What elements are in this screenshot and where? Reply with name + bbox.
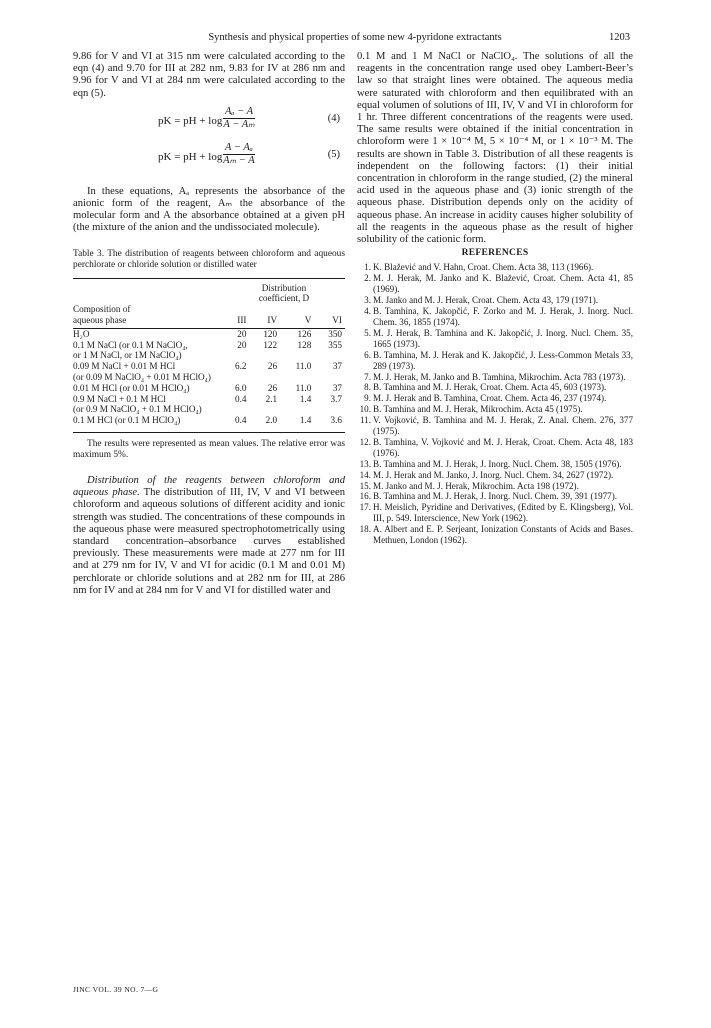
references-list <box>357 262 633 546</box>
composition-cell <box>73 394 223 416</box>
column-header: VI <box>314 304 345 328</box>
composition-cell <box>73 383 223 394</box>
composition-cell <box>73 361 223 383</box>
reference-number: 9. <box>364 393 371 404</box>
reference-text: M. Janko and M. J. Herak, Mikrochim. Acta 198 (1972). <box>373 480 579 491</box>
reference-number: 2. <box>364 273 371 284</box>
composition-header-line1: Composition of <box>73 304 131 315</box>
value-cell: 3.6 <box>330 415 342 426</box>
value-cell: 355 <box>328 339 342 350</box>
reference-text: M. Janko and M. J. Herak, Croat. Chem. Acta 43, 179 (1971). <box>373 295 599 306</box>
reference-number: 4. <box>364 306 371 317</box>
equation-lhs: pK = pH + log <box>158 114 223 127</box>
reference-text: K. Blažević and V. Hahn, Croat. Chem. Acta 38, 113 (1966). <box>373 262 594 273</box>
equation-denominator: Aₘ − A <box>223 154 255 166</box>
composition-line: (or 0.9 M NaClO₄ + 0.1 M HClO₄) <box>73 404 202 415</box>
table-row <box>73 328 345 339</box>
equation-lhs: pK = pH + log <box>158 150 223 163</box>
reference-number: 18. <box>359 524 371 535</box>
reference-item <box>357 415 633 437</box>
value-cell: 122 <box>263 339 278 350</box>
reference-text: M. J. Herak, B. Tamhina and K. Jakopčić, J. Inorg. Nucl. Chem. 35, 1665 (1973). <box>373 327 633 349</box>
value-cell: 3.7 <box>330 393 342 404</box>
reference-item <box>357 273 633 295</box>
reference-item <box>357 295 633 306</box>
value-cell: 6.0 <box>234 382 247 393</box>
composition-line: 0.09 M NaCl + 0.01 M HCl <box>73 361 176 372</box>
reference-item <box>357 372 633 383</box>
value-cell: 37 <box>332 361 342 372</box>
reference-text: H. Meislich, Pyridine and Derivatives, (Edited by E. Klingsberg), Vol. III, p. 549. Interscience, New York (1962). <box>373 502 633 524</box>
reference-number: 10. <box>359 404 371 415</box>
composition-header-line2: aqueous phase <box>73 315 127 326</box>
value-cell: 11.0 <box>295 382 312 393</box>
reference-item <box>357 262 633 273</box>
reference-number: 5. <box>364 327 371 338</box>
reference-item <box>357 328 633 350</box>
equation-number: (5) <box>327 148 340 160</box>
reference-number: 14. <box>359 469 371 480</box>
reference-text: B. Tamhina, K. Jakopčić, F. Zorko and M. J. Herak, J. Inorg. Nucl. Chem. 36, 1855 (1974). <box>373 306 633 327</box>
composition-line: or 1 M NaCl, or 1M NaClO₄) <box>73 350 182 361</box>
value-cell: 2.0 <box>265 415 278 426</box>
reference-number: 6. <box>364 349 371 360</box>
reference-text: M. J. Herak and B. Tamhina, Croat. Chem. Acta 46, 237 (1974). <box>373 393 607 404</box>
reference-item <box>357 470 633 481</box>
reference-text: B. Tamhina and M. J. Herak, Croat. Chem. Acta 45, 603 (1973). <box>373 382 607 393</box>
value-cell: 120 <box>263 328 278 339</box>
value-cell: 1.4 <box>299 415 312 426</box>
explanation-paragraph: In these equations, Aₐ represents the absorbance of the anionic form of the reagent, Aₘ the absorbance of the molecular form and A the absorbance obtained at a given pH (the mixture of the anion and the undissociated molecule). <box>73 185 345 234</box>
reference-text: M. J. Herak and M. Janko, J. Inorg. Nucl. Chem. 34, 2627 (1972). <box>373 469 614 480</box>
composition-line: 0.01 M HCl (or 0.01 M HClO₄) <box>73 382 190 393</box>
distribution-header <box>223 283 345 305</box>
intro-paragraph: 9.86 for V and VI at 315 nm were calculated according to the eqn (4) and 9.70 for III at 282 nm, 9.83 for IV at 286 nm and 9.96 for V and VI at 284 nm were calculated according to the eqn (5). <box>73 51 345 99</box>
right-column <box>357 51 633 546</box>
reference-text: B. Tamhina and M. J. Herak, J. Inorg. Nucl. Chem. 38, 1505 (1976). <box>373 458 622 469</box>
reference-item <box>357 382 633 393</box>
value-cell: 11.0 <box>295 361 312 372</box>
reference-number: 12. <box>359 436 371 447</box>
composition-line: 0.1 M HCl (or 0.1 M HClO₄) <box>73 415 181 426</box>
table-row <box>73 340 345 362</box>
value-cell: 0.4 <box>234 415 247 426</box>
reference-item <box>357 491 633 502</box>
reference-text: V. Vojković, B. Tamhina and M. J. Herak, Z. Anal. Chem. 276, 377 (1975). <box>373 415 633 437</box>
composition-line: (or 0.09 M NaClO₄ + 0.01 M HClO₄) <box>73 372 211 382</box>
value-cell: 128 <box>297 339 312 350</box>
table-row <box>73 361 345 383</box>
reference-number: 17. <box>359 502 371 513</box>
left-column <box>73 51 345 597</box>
journal-footer: JINC VOL. 39 NO. 7—G <box>73 985 159 994</box>
reference-item <box>357 481 633 492</box>
section-heading: Distribution of the reagents between chloroform and aqueous phase. <box>73 474 345 499</box>
reference-number: 16. <box>359 491 371 502</box>
value-cell: 2.1 <box>265 393 278 404</box>
value-cell: 6.2 <box>234 361 247 372</box>
reference-item <box>357 350 633 372</box>
column-header: IV <box>249 304 280 328</box>
reference-number: 15. <box>359 480 371 491</box>
equation-4 <box>73 106 345 136</box>
reference-text: A. Albert and E. P. Serjeant, Ionization Constants of Acids and Bases. Methuen, London (1962). <box>373 524 633 546</box>
continued-paragraph: 0.1 M and 1 M NaCl or NaClO₄. The solutions of all the reagents in the concentration range used obey Lambert-Beer’s law so that straight lines were obtained. The aqueous media were saturated with chloroform and then equilibrated with an equal volumen of solutions of III, IV, V and VI in chloroform for 1 hr. Three different concentrations of the reagents were used. The same results were obtained if the initial concentration in chloroform were 1 × 10⁻⁴ M, 5 × 10⁻⁴ M, or 1 × 10⁻³ M. The results are shown in Table 3. Distribution of all these reagents is independent on the following factors: (1) their initial concentration in chloroform in the range studied, (2) the mineral acid used in the aqueous phase and (3) ionic strength of the aqueous phase. Distribution depends only on the acidity of aqueous phase. An increase in acidity causes higher solubility of all the reagents in the aqueous phase as the result of higher solubility of the cationic form. <box>357 51 633 246</box>
equation-5 <box>73 142 345 172</box>
value-cell: 1.4 <box>299 393 312 404</box>
reference-number: 7. <box>364 371 371 382</box>
column-header: III <box>223 304 249 328</box>
table-footnote: The results were represented as mean values. The relative error was maximum 5%. <box>73 438 345 460</box>
composition-line: 0.1 M NaCl (or 0.1 M NaClO₄, <box>73 339 188 350</box>
reference-text: M. J. Herak, M. Janko and K. Blažević, Croat. Chem. Acta 41, 85 (1969). <box>373 273 633 295</box>
table-row <box>73 394 345 416</box>
value-cell: 26 <box>267 361 278 372</box>
value-cell: 0.4 <box>234 393 247 404</box>
running-title: Synthesis and physical properties of some new 4-pyridone extractants <box>208 32 502 43</box>
equation-denominator: A − Aₘ <box>223 118 255 130</box>
column-header: V <box>280 304 314 328</box>
reference-text: B. Tamhina, V. Vojković and M. J. Herak, Croat. Chem. Acta 48, 183 (1976). <box>373 436 633 458</box>
distribution-table <box>73 278 345 433</box>
composition-cell <box>73 415 223 426</box>
equation-numerator: A − Aₐ <box>225 141 253 153</box>
composition-header <box>73 304 223 328</box>
distribution-section <box>73 475 345 597</box>
reference-text: M. J. Herak, M. Janko and B. Tamhina, Mikrochim. Acta 783 (1973). <box>373 371 626 382</box>
table-row <box>73 415 345 426</box>
equation-fraction <box>223 106 255 131</box>
reference-text: B. Tamhina, M. J. Herak and K. Jakopčić, J. Less-Common Metals 33, 289 (1973). <box>373 349 633 371</box>
table-caption: Table 3. The distribution of reagents between chloroform and aqueous perchlorate or chloride solution or distilled water <box>73 248 345 270</box>
reference-item <box>357 502 633 524</box>
table-column-header-row <box>73 304 345 328</box>
reference-item <box>357 306 633 328</box>
page-number: 1203 <box>609 32 630 43</box>
reference-number: 1. <box>364 262 371 273</box>
value-cell: 20 <box>237 339 247 350</box>
equation-fraction <box>223 142 255 167</box>
reference-item <box>357 404 633 415</box>
reference-item <box>357 393 633 404</box>
table-row <box>73 383 345 394</box>
reference-item <box>357 524 633 546</box>
value-cell: 37 <box>332 382 342 393</box>
distribution-paragraph: The distribution of III, IV, V and VI between chloroform and aqueous solutions of different acidity and ionic strength was studied. The concentrations of these compounds in the aqueous phase were measured spectrophotometrically using standard concentration–absorbance curves established previously. These measurements were made at 277 nm for III and at 279 nm for IV, V and VI for acidic (0.1 M and 0.01 M) perchlorate or chloride solutions and at 282 nm for III, at 286 nm for IV and at 284 nm for V and VI for distilled water and <box>73 487 345 596</box>
equation-number: (4) <box>327 112 340 124</box>
reference-text: B. Tamhina and M. J. Herak, Mikrochim. Acta 45 (1975). <box>373 404 583 415</box>
reference-number: 8. <box>364 382 371 393</box>
value-cell: 350 <box>328 328 342 339</box>
reference-number: 11. <box>359 415 371 426</box>
value-cell: 126 <box>297 328 312 339</box>
reference-item <box>357 437 633 459</box>
distribution-header-line2: coefficient, D <box>258 293 310 304</box>
composition-cell <box>73 340 223 362</box>
value-cell: 20 <box>237 328 247 339</box>
reference-text: B. Tamhina and M. J. Herak, J. Inorg. Nucl. Chem. 39, 391 (1977). <box>373 491 618 502</box>
equation-numerator: Aₐ − A <box>225 105 254 117</box>
distribution-header-line1: Distribution <box>261 282 307 293</box>
reference-number: 13. <box>359 458 371 469</box>
reference-number: 3. <box>364 295 371 306</box>
composition-line: 0.9 M NaCl + 0.1 M HCl <box>73 393 166 404</box>
composition-cell <box>73 328 223 339</box>
reference-item <box>357 459 633 470</box>
composition-line: H₂O <box>73 328 90 339</box>
value-cell: 26 <box>267 382 278 393</box>
references-heading: REFERENCES <box>461 248 529 259</box>
